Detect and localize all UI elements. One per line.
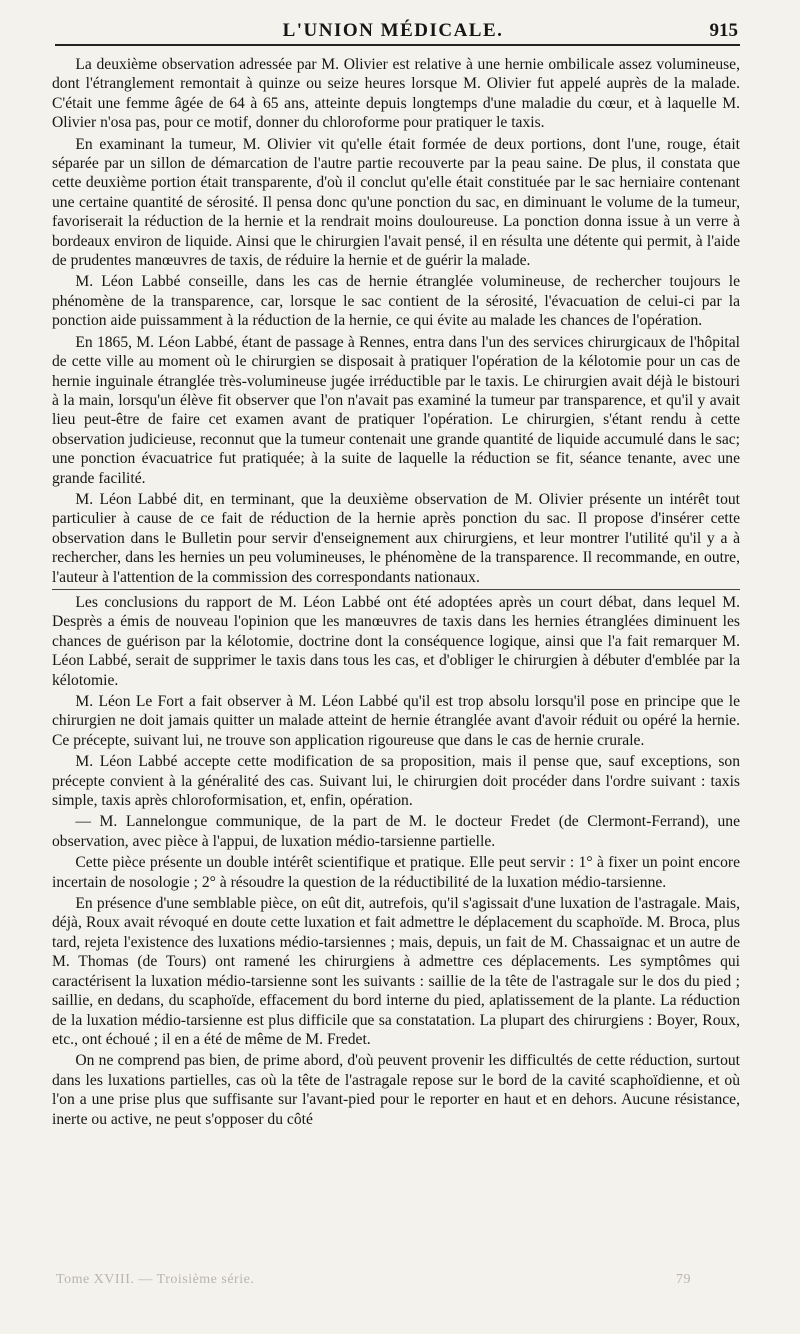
paragraph: M. Léon Labbé conseille, dans les cas de hernie étranglée volumineuse, de rechercher toujours le phénomène de la transparence, car, lorsque le sac contient de la sérosité, l'évacuation de celui-ci par la ponction aide puissamment à la réduction de la hernie, ce qui évite au malade les chances de l'opération. — [52, 273, 740, 330]
paragraph: M. Léon Labbé accepte cette modification de sa proposition, mais il pense que, sauf exceptions, son précepte convient à la généralité des cas. Suivant lui, le chirurgien doit procéder dans l'ordre suivant : taxis simple, taxis après chloroformisation, et, enfin, opération. — [52, 753, 740, 810]
bleed-through-number: 79 — [676, 1272, 691, 1287]
paragraph: M. Léon Le Fort a fait observer à M. Léon Labbé qu'il est trop absolu lorsqu'il pose en principe que le chirurgien ne doit jamais quitter un malade atteint de hernie étranglée avant d'avoir réduit ou opéré la hernie. Ce précepte, suivant lui, ne trouve son application rigoureuse que dans le cas de hernie crurale. — [52, 693, 740, 749]
paragraph: En présence d'une semblable pièce, on eût dit, autrefois, qu'il s'agissait d'une luxation de l'astragale. Mais, déjà, Roux avait révoqué en doute cette luxation et fait admettre le déplacement du scaphoïde. M. Broca, plus tard, rejeta l'existence des luxations médio-tarsiennes ; mais, depuis, un fait de M. Chassaignac et un autre de M. Thomas (de Tours) ont ramené les chirurgiens à admettre ces déplacements. Les symptômes qui caractérisent la luxation médio-tarsienne sont les suivants : saillie de la tête de l'astragale sur le dos du pied ; saillie, en dedans, du scaphoïde, effacement du bord interne du pied, aplatissement de la plante. La réduction de la luxation médio-tarsienne est plus difficile que sa constatation. La plupart des chirurgiens : Boyer, Roux, etc., ont échoué ; il en a été de même de M. Fredet. — [52, 895, 740, 1048]
page-header — [48, 14, 738, 48]
bleed-through-volume: Tome XVIII. — Troisième série. — [56, 1272, 255, 1287]
bleed-through-footer — [48, 1272, 748, 1288]
page-number: 915 — [709, 20, 738, 41]
running-title: L'UNION MÉDICALE. — [282, 20, 504, 41]
paragraph: En examinant la tumeur, M. Olivier vit qu'elle était formée de deux portions, dont l'une, rouge, était séparée par un sillon de démarcation de l'autre partie recouverte par la peau saine. De plus, il constata que cette deuxième portion était transparente, d'où il conclut qu'elle était constituée par le sac herniaire contenant une certaine quantité de sérosité. Il pensa donc qu'une ponction du sac, en diminuant le volume de la tumeur, favoriserait la réduction de la hernie et la rendrait moins douloureuse. La ponction donna issue à un verre à bordeaux environ de liquide. Ainsi que le chirurgien l'avait pensé, il en résulta une détente qui permit, à l'aide de prudentes manœuvres de taxis, de réduire la hernie et de guérir la malade. — [52, 135, 740, 270]
paragraph: M. Léon Labbé dit, en terminant, que la deuxième observation de M. Olivier présente un intérêt tout particulier à cause de ce fait de réduction de la hernie après ponction du sac. Il propose d'insérer cette observation dans le Bulletin pour servir d'enseignement aux chirurgiens, et leur montrer l'utilité qu'il y a à rechercher, dans les hernies un peu volumineuses, le phénomène de la transparence. Il recommande, en outre, l'auteur à l'attention de la commission des correspondants nationaux. — [52, 490, 740, 586]
paragraph: En 1865, M. Léon Labbé, étant de passage à Rennes, entra dans l'un des services chirurgicaux de l'hôpital de cette ville au moment où le chirurgien se disposait à pratiquer l'opération de la kélotomie pour un cas de hernie inguinale étranglée très-volumineuse jugée irréductible par le taxis. Le chirurgien avait déjà le bistouri à la main, lorsqu'un élève fit observer que l'on n'avait pas examiné la tumeur par transparence, et qu'il y avait lieu peut-être de faire cet examen avant de pratiquer l'opération. Le chirurgien, s'étant rendu à cette observation judicieuse, reconnut que la tumeur contenait une grande quantité de liquide accumulé dans le sac; une ponction évacuatrice fut pratiquée; à la suite de laquelle la réduction se fit, séance tenante, avec une grande facilité. — [52, 333, 740, 487]
paragraph: Cette pièce présente un double intérêt scientifique et pratique. Elle peut servir : 1° à fixer un point encore incertain de nosologie ; 2° à résoudre la question de la réductibilité de la luxation médio-tarsienne. — [52, 854, 740, 891]
section-divider — [52, 589, 740, 590]
paragraph: — M. Lannelongue communique, de la part de M. le docteur Fredet (de Clermont-Ferrand), une observation, avec pièce à l'appui, de luxation médio-tarsienne partielle. — [52, 813, 740, 850]
article-body — [52, 55, 740, 1131]
paragraph: La deuxième observation adressée par M. Olivier est relative à une hernie ombilicale assez volumineuse, dont l'étranglement remontait à quinze ou seize heures lorsque M. Olivier fut appelé auprès de la malade. C'était une femme âgée de 64 à 65 ans, atteinte depuis longtemps d'une maladie du cœur, et à laquelle M. Olivier n'osa pas, pour ce motif, donner du chloroforme pour pratiquer le taxis. — [52, 56, 740, 132]
header-rule — [55, 44, 740, 46]
paragraph: Les conclusions du rapport de M. Léon Labbé ont été adoptées après un court débat, dans lequel M. Desprès a émis de nouveau l'opinion que les manœuvres de taxis dans les hernies étranglées diminuent les chances de guérison par la kélotomie, doctrine dont la conséquence logique, ainsi que l'a fait remarquer M. Léon Labbé, serait de supprimer le taxis dans tous les cas, et d'obliger le chirurgien à débuter d'emblée par la kélotomie. — [52, 593, 740, 689]
paragraph: On ne comprend pas bien, de prime abord, d'où peuvent provenir les difficultés de cette réduction, surtout dans les luxations partielles, cas où la tête de l'astragale repose sur le bord de la cavité scaphoïdienne, et où l'on a une prise plus que suffisante sur l'avant-pied pour le reporter en haut et en dehors. Aucune résistance, inerte ou active, ne peut s'opposer du côté — [52, 1052, 740, 1128]
